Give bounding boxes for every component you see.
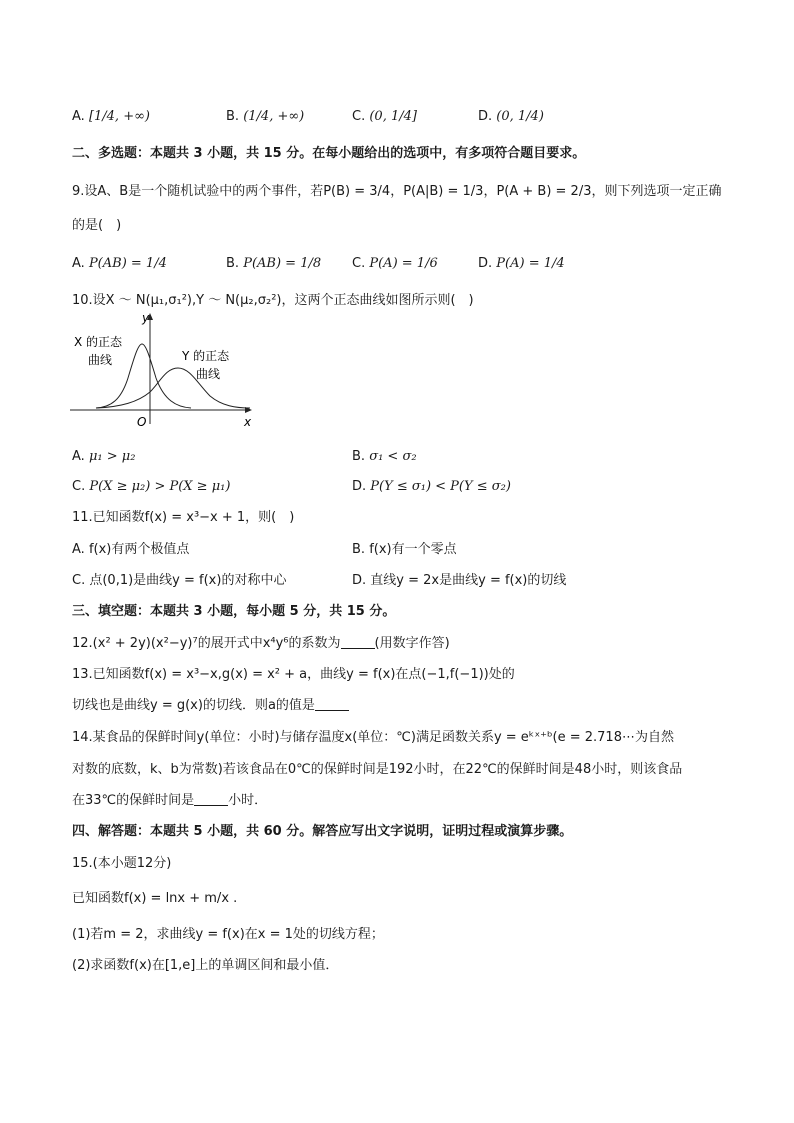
q15-part2: (2)求函数f(x)在[1,e]上的单调区间和最小值．: [72, 958, 339, 973]
section-heading-multi-choice: 二、多选题：本题共 3 小题，共 15 分。在每小题给出的选项中，有多项符合题目要求。: [72, 146, 586, 161]
q8-option-d: D. (0, 1/4): [478, 109, 544, 124]
q9-option-d: D. P(A) = 1/4: [478, 256, 565, 271]
q8-option-b: B. (1/4, +∞): [226, 109, 305, 124]
q12-stem-suffix: (用数字作答): [374, 636, 450, 651]
q8-option-c: C. (0, 1/4]: [352, 109, 417, 124]
section-heading-fill-blank: 三、填空题：本题共 3 小题，每小题 5 分，共 15 分。: [72, 604, 396, 619]
q11-option-b: B. f(x)有一个零点: [352, 542, 457, 557]
q9-option-c: C. P(A) = 1/6: [352, 256, 438, 271]
q10-stem: 10.设X ～ N(μ₁,σ₁²),Y ～ N(μ₂,σ₂²)，这两个正态曲线如图所示则( ): [72, 293, 474, 308]
q15-header: 15.(本小题12分): [72, 856, 172, 871]
q12-answer-blank[interactable]: [341, 636, 375, 649]
section-heading-solutions: 四、解答题：本题共 5 小题，共 60 分。解答应写出文字说明，证明过程或演算步骤。: [72, 824, 573, 839]
q9-option-b: B. P(AB) = 1/8: [226, 256, 322, 271]
q11-option-c: C. 点(0,1)是曲线y = f(x)的对称中心: [72, 573, 287, 588]
q14-stem-line3: 在33℃的保鲜时间是: [72, 793, 195, 808]
q15-stem: 已知函数f(x) = lnx + m/x .: [72, 891, 238, 906]
q14-answer-blank[interactable]: [194, 793, 228, 806]
normal-curves-figure: [66, 308, 266, 432]
origin-label: O: [137, 415, 147, 429]
q11-stem: 11.已知函数f(x) = x³−x + 1，则( ): [72, 510, 295, 525]
q13-stem-line1: 13.已知函数f(x) = x³−x,g(x) = x² + a，曲线y = f(x)在点(−1,f(−1))处的: [72, 667, 515, 682]
axis-label-x: x: [244, 415, 252, 429]
q14-stem-suffix: 小时．: [228, 793, 268, 808]
q12-stem: 12.(x² + 2y)(x²−y)⁷的展开式中x⁴y⁶的系数为: [72, 636, 341, 651]
q15-part1: (1)若m = 2，求曲线y = f(x)在x = 1处的切线方程；: [72, 927, 384, 942]
q14-stem-line1: 14.某食品的保鲜时间y(单位：小时)与储存温度x(单位：℃)满足函数关系y = eᵏˣ⁺ᵇ(e = 2.718⋯为自然: [72, 730, 674, 745]
q14-stem-line2: 对数的底数，k、b为常数)若该食品在0℃的保鲜时间是192小时，在22℃的保鲜时间是48小时，则该食品: [72, 762, 683, 777]
y-curve-label-line2: 曲线: [196, 367, 221, 381]
q13-stem-line2: 切线也是曲线y = g(x)的切线．则a的值是: [72, 698, 315, 713]
q10-option-b: B. σ₁ < σ₂: [352, 449, 417, 464]
q11-option-a: A. f(x)有两个极值点: [72, 542, 190, 557]
q14: [72, 792, 267, 810]
q10-option-d: D. P(Y ≤ σ₁) < P(Y ≤ σ₂): [352, 479, 511, 494]
q13-answer-blank[interactable]: [315, 698, 349, 711]
q13: [72, 697, 349, 715]
q9-stem-line2: 的是( ): [72, 218, 122, 233]
q10-option-c: C. P(X ≥ μ₂) > P(X ≥ μ₁): [72, 479, 231, 494]
q11-option-d: D. 直线y = 2x是曲线y = f(x)的切线: [352, 573, 567, 588]
axis-label-y: y: [142, 311, 150, 325]
q9-stem-line1: 9.设A、B是一个随机试验中的两个事件，若P(B) = 3/4，P(A|B) = 1/3，P(A + B) = 2/3，则下列选项一定正确: [72, 184, 722, 199]
q8-option-a: A. [1/4, +∞): [72, 109, 150, 124]
q10-option-a: A. μ₁ > μ₂: [72, 449, 136, 464]
x-curve-label-line1: X 的正态: [74, 335, 123, 349]
y-curve-label-line1: Y 的正态: [182, 349, 230, 363]
q9-option-a: A. P(AB) = 1/4: [72, 256, 167, 271]
x-curve-label-line2: 曲线: [88, 353, 113, 367]
q12: [72, 635, 450, 653]
